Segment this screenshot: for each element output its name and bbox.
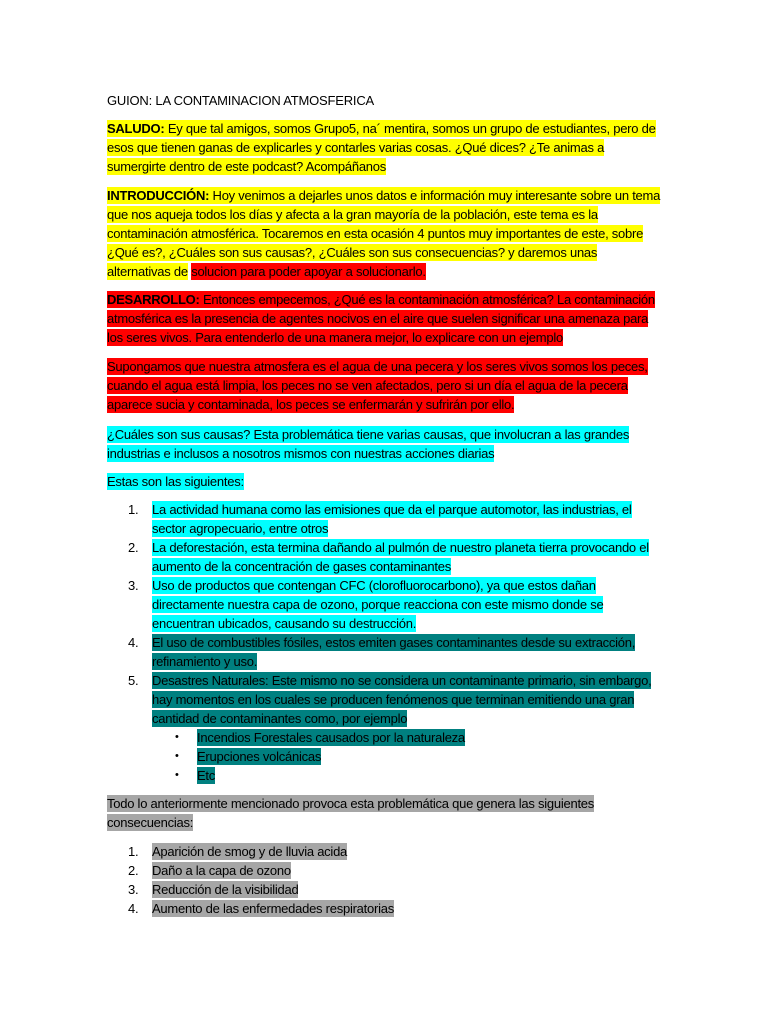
consecuencia-number: 2. bbox=[128, 863, 139, 878]
consecuencias-intro-text: Todo lo anteriormente mencionado provoca esta problemática que genera las siguientes consecuencias: bbox=[107, 796, 595, 830]
causa-item-4 bbox=[107, 633, 663, 671]
consecuencia-text: Reducción de la visibilidad bbox=[152, 882, 299, 897]
causa-item-2 bbox=[107, 538, 663, 576]
consecuencia-number: 4. bbox=[128, 901, 139, 916]
consecuencia-number: 3. bbox=[128, 882, 139, 897]
causa-item-5 bbox=[107, 671, 663, 785]
causa-text: La deforestación, esta termina dañando al pulmón de nuestro planeta tierra provocando el aumento de la concentración de gases contaminantes bbox=[152, 540, 649, 574]
saludo-paragraph bbox=[107, 119, 663, 176]
causa-text: Uso de productos que contengan CFC (clorofluorocarbono), ya que estos dañan directamente nuestra capa de ozono, porque reacciona con este mismo donde se encuentran ubicados, causando su destrucción. bbox=[152, 578, 604, 631]
desarrollo-text: Entonces empecemos, ¿Qué es la contaminación atmosférica? La contaminación atmosférica es la presencia de agentes nocivos en el aire que suelen significar una amenaza para los seres vivos. Para entenderlo de una manera mejor, lo explicare con un ejemplo bbox=[107, 292, 655, 345]
saludo-label: SALUDO: bbox=[107, 121, 165, 136]
causa-number: 3. bbox=[128, 578, 139, 593]
causa-item-1 bbox=[107, 500, 663, 538]
causa-text: El uso de combustibles fósiles, estos emiten gases contaminantes desde su extracción, refinamiento y uso. bbox=[152, 635, 636, 669]
causas-intro-text: ¿Cuáles son sus causas? Esta problemática tiene varias causas, que involucran a las grandes industrias e inclusos a nosotros mismos con nuestras acciones diarias bbox=[107, 427, 630, 461]
causa-item-3 bbox=[107, 576, 663, 633]
desastres-list bbox=[152, 728, 663, 785]
causa-number: 1. bbox=[128, 502, 139, 517]
desarrollo-highlight bbox=[107, 291, 655, 346]
estas-son-paragraph bbox=[107, 472, 663, 491]
consecuencia-text: Aparición de smog y de lluvia acida bbox=[152, 844, 348, 859]
causa-text: Desastres Naturales: Este mismo no se considera un contaminante primario, sin embargo, hay momentos en los cuales se producen fenómenos que terminan emitiendo una gran cantidad de contaminantes como, por ejemplo bbox=[152, 673, 652, 726]
consecuencia-number: 1. bbox=[128, 844, 139, 859]
consecuencias-intro-paragraph bbox=[107, 794, 663, 832]
desarrollo-paragraph bbox=[107, 290, 663, 347]
desarrollo-label: DESARROLLO: bbox=[107, 292, 200, 307]
desastre-text: Erupciones volcánicas bbox=[197, 749, 322, 764]
desastre-text: Incendios Forestales causados por la naturaleza bbox=[197, 730, 465, 745]
introduccion-paragraph bbox=[107, 186, 663, 281]
consecuencia-item-4 bbox=[107, 899, 663, 918]
causa-number: 5. bbox=[128, 673, 139, 688]
causa-number: 2. bbox=[128, 540, 139, 555]
estas-son-text: Estas son las siguientes: bbox=[107, 474, 244, 489]
consecuencias-list bbox=[107, 842, 663, 918]
saludo-text: Ey que tal amigos, somos Grupo5, na´ mentira, somos un grupo de estudiantes, pero de esos que tienen ganas de explicarles y contarles varias cosas. ¿Qué dices? ¿Te animas a sumergirte dentro de este podcast? Acompáñanos bbox=[107, 121, 656, 174]
bullet-icon: • bbox=[175, 769, 179, 781]
saludo-highlight bbox=[107, 120, 656, 175]
causas-intro-paragraph bbox=[107, 425, 663, 463]
introduccion-red-highlight bbox=[191, 263, 426, 280]
desastre-item-2 bbox=[152, 747, 663, 766]
desastre-item-1 bbox=[152, 728, 663, 747]
consecuencia-text: Daño a la capa de ozono bbox=[152, 863, 291, 878]
causa-text: La actividad humana como las emisiones que da el parque automotor, las industrias, el sector agropecuario, entre otros bbox=[152, 502, 632, 536]
consecuencia-item-2 bbox=[107, 861, 663, 880]
causas-list bbox=[107, 500, 663, 785]
introduccion-text: Hoy venimos a dejarles unos datos e información muy interesante sobre un tema que nos aqueja todos los días y afecta a la gran mayoría de la población, este tema es la contaminación atmosférica. Tocaremos en esta ocasión 4 puntos muy importantes de este, sobre ¿Qué es?, ¿Cuáles son sus causas?, ¿Cuáles son sus consecuencias? y daremos unas alternativas de bbox=[107, 188, 661, 279]
causa-number: 4. bbox=[128, 635, 139, 650]
consecuencia-item-1 bbox=[107, 842, 663, 861]
bullet-icon: • bbox=[175, 750, 179, 762]
desastre-item-3 bbox=[152, 766, 663, 785]
introduccion-red-text: solucion para poder apoyar a solucionarlo. bbox=[191, 264, 426, 279]
ejemplo-text: Supongamos que nuestra atmosfera es el agua de una pecera y los seres vivos somos los peces, cuando el agua está limpia, los peces no se ven afectados, pero si un día el agua de la pecera aparece sucia y contaminada, los peces se enfermarán y sufrirán por ello. bbox=[107, 359, 648, 412]
bullet-icon: • bbox=[175, 731, 179, 743]
consecuencia-item-3 bbox=[107, 880, 663, 899]
introduccion-label: INTRODUCCIÓN: bbox=[107, 188, 210, 203]
ejemplo-paragraph bbox=[107, 357, 663, 414]
consecuencia-text: Aumento de las enfermedades respiratorias bbox=[152, 901, 394, 916]
document-title: GUION: LA CONTAMINACION ATMOSFERICA bbox=[107, 93, 374, 108]
desastre-text: Etc bbox=[197, 768, 216, 783]
